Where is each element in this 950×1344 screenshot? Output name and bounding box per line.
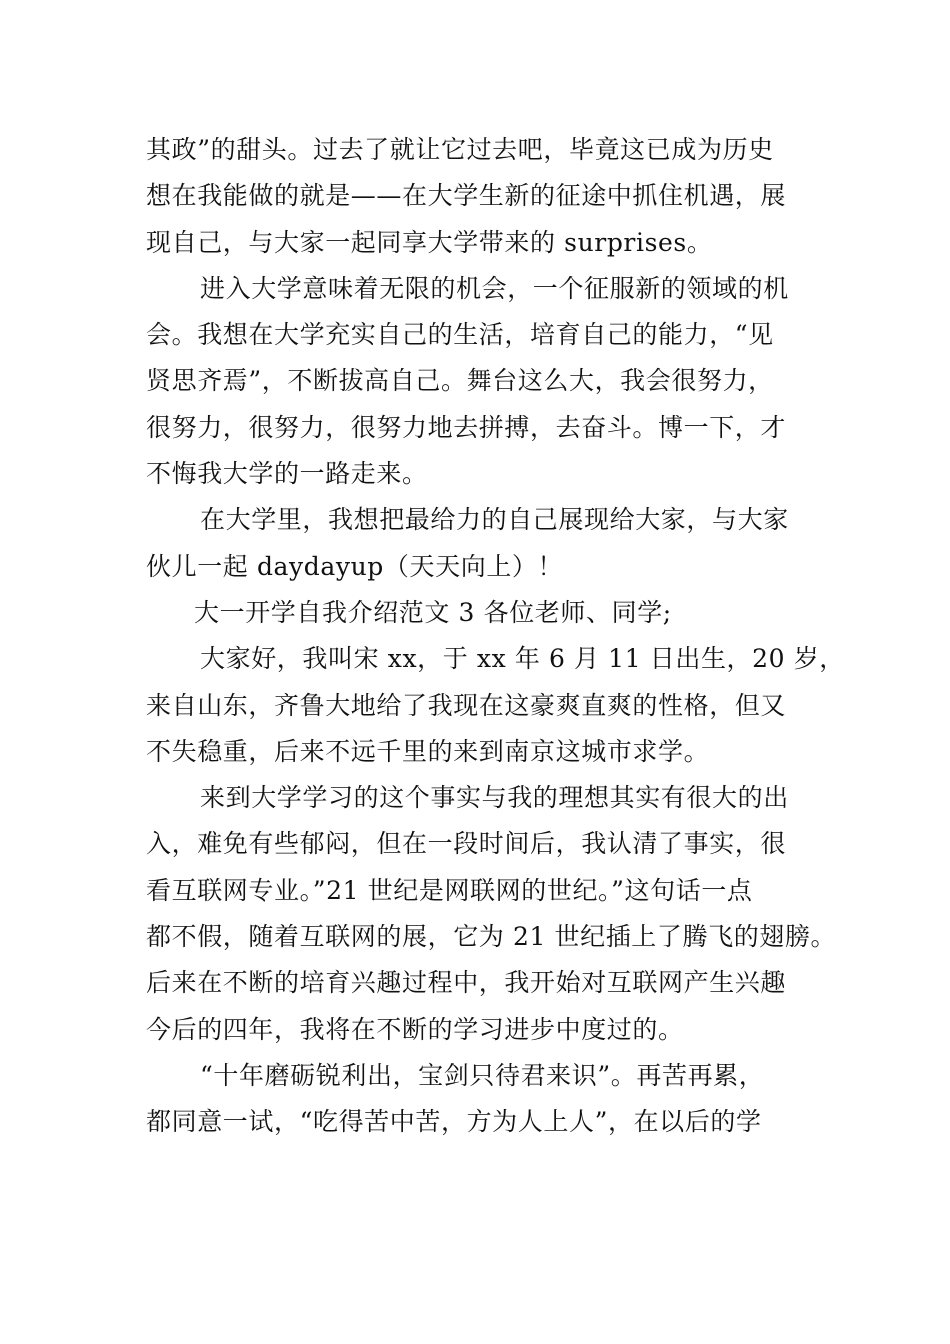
text-line: 不失稳重，后来不远千里的来到南京这城市求学。 <box>146 736 710 766</box>
text-line: 都同意一试，“吃得苦中苦，方为人上人”，在以后的学 <box>146 1107 762 1137</box>
text-line: 来自山东，齐鲁大地给了我现在这豪爽直爽的性格，但又 <box>146 690 787 720</box>
text-line: 都不假，随着互联网的展，它为 21 世纪插上了腾飞的翅膀。 <box>146 922 837 952</box>
text-line: 现自己，与大家一起同享大学带来的 surprises。 <box>146 227 713 257</box>
text-line: 贤思齐焉”，不断拔高自己。舞台这么大，我会很努力， <box>146 366 774 396</box>
text-line: 后来在不断的培育兴趣过程中，我开始对互联网产生兴趣 <box>146 968 787 998</box>
section-heading: 大一开学自我介绍范文 3 各位老师、同学; <box>194 597 672 627</box>
text-line: 其政”的甜头。过去了就让它过去吧，毕竟这已成为历史 <box>146 135 774 164</box>
text-line: 伙儿一起 daydayup（天天向上）！ <box>146 551 564 581</box>
text-line: 不悔我大学的一路走来。 <box>146 459 428 489</box>
text-line: 想在我能做的就是——在大学生新的征途中抓住机遇，展 <box>146 181 787 211</box>
text-line: 大家好，我叫宋 xx，于 xx 年 6 月 11 日出生，20 岁， <box>200 644 845 674</box>
text-line: 看互联网专业。”21 世纪是网联网的世纪。”这句话一点 <box>146 875 753 905</box>
text-line: 进入大学意味着无限的机会，一个征服新的领域的机 <box>200 273 789 303</box>
text-line: “十年磨砺锐利出，宝剑只待君来识”。再苦再累， <box>200 1060 765 1090</box>
text-line: 来到大学学习的这个事实与我的理想其实有很大的出 <box>200 783 789 813</box>
text-line: 入，难免有些郁闷，但在一段时间后，我认清了事实，很 <box>146 829 787 859</box>
document-body <box>146 127 845 1146</box>
text-line: 会。我想在大学充实自己的生活，培育自己的能力，“见 <box>146 320 774 350</box>
text-line: 很努力，很努力，很努力地去拼搏，去奋斗。博一下，才 <box>146 412 787 442</box>
text-line: 今后的四年，我将在不断的学习进步中度过的。 <box>146 1014 684 1044</box>
text-line: 在大学里，我想把最给力的自己展现给大家，与大家 <box>200 505 789 535</box>
